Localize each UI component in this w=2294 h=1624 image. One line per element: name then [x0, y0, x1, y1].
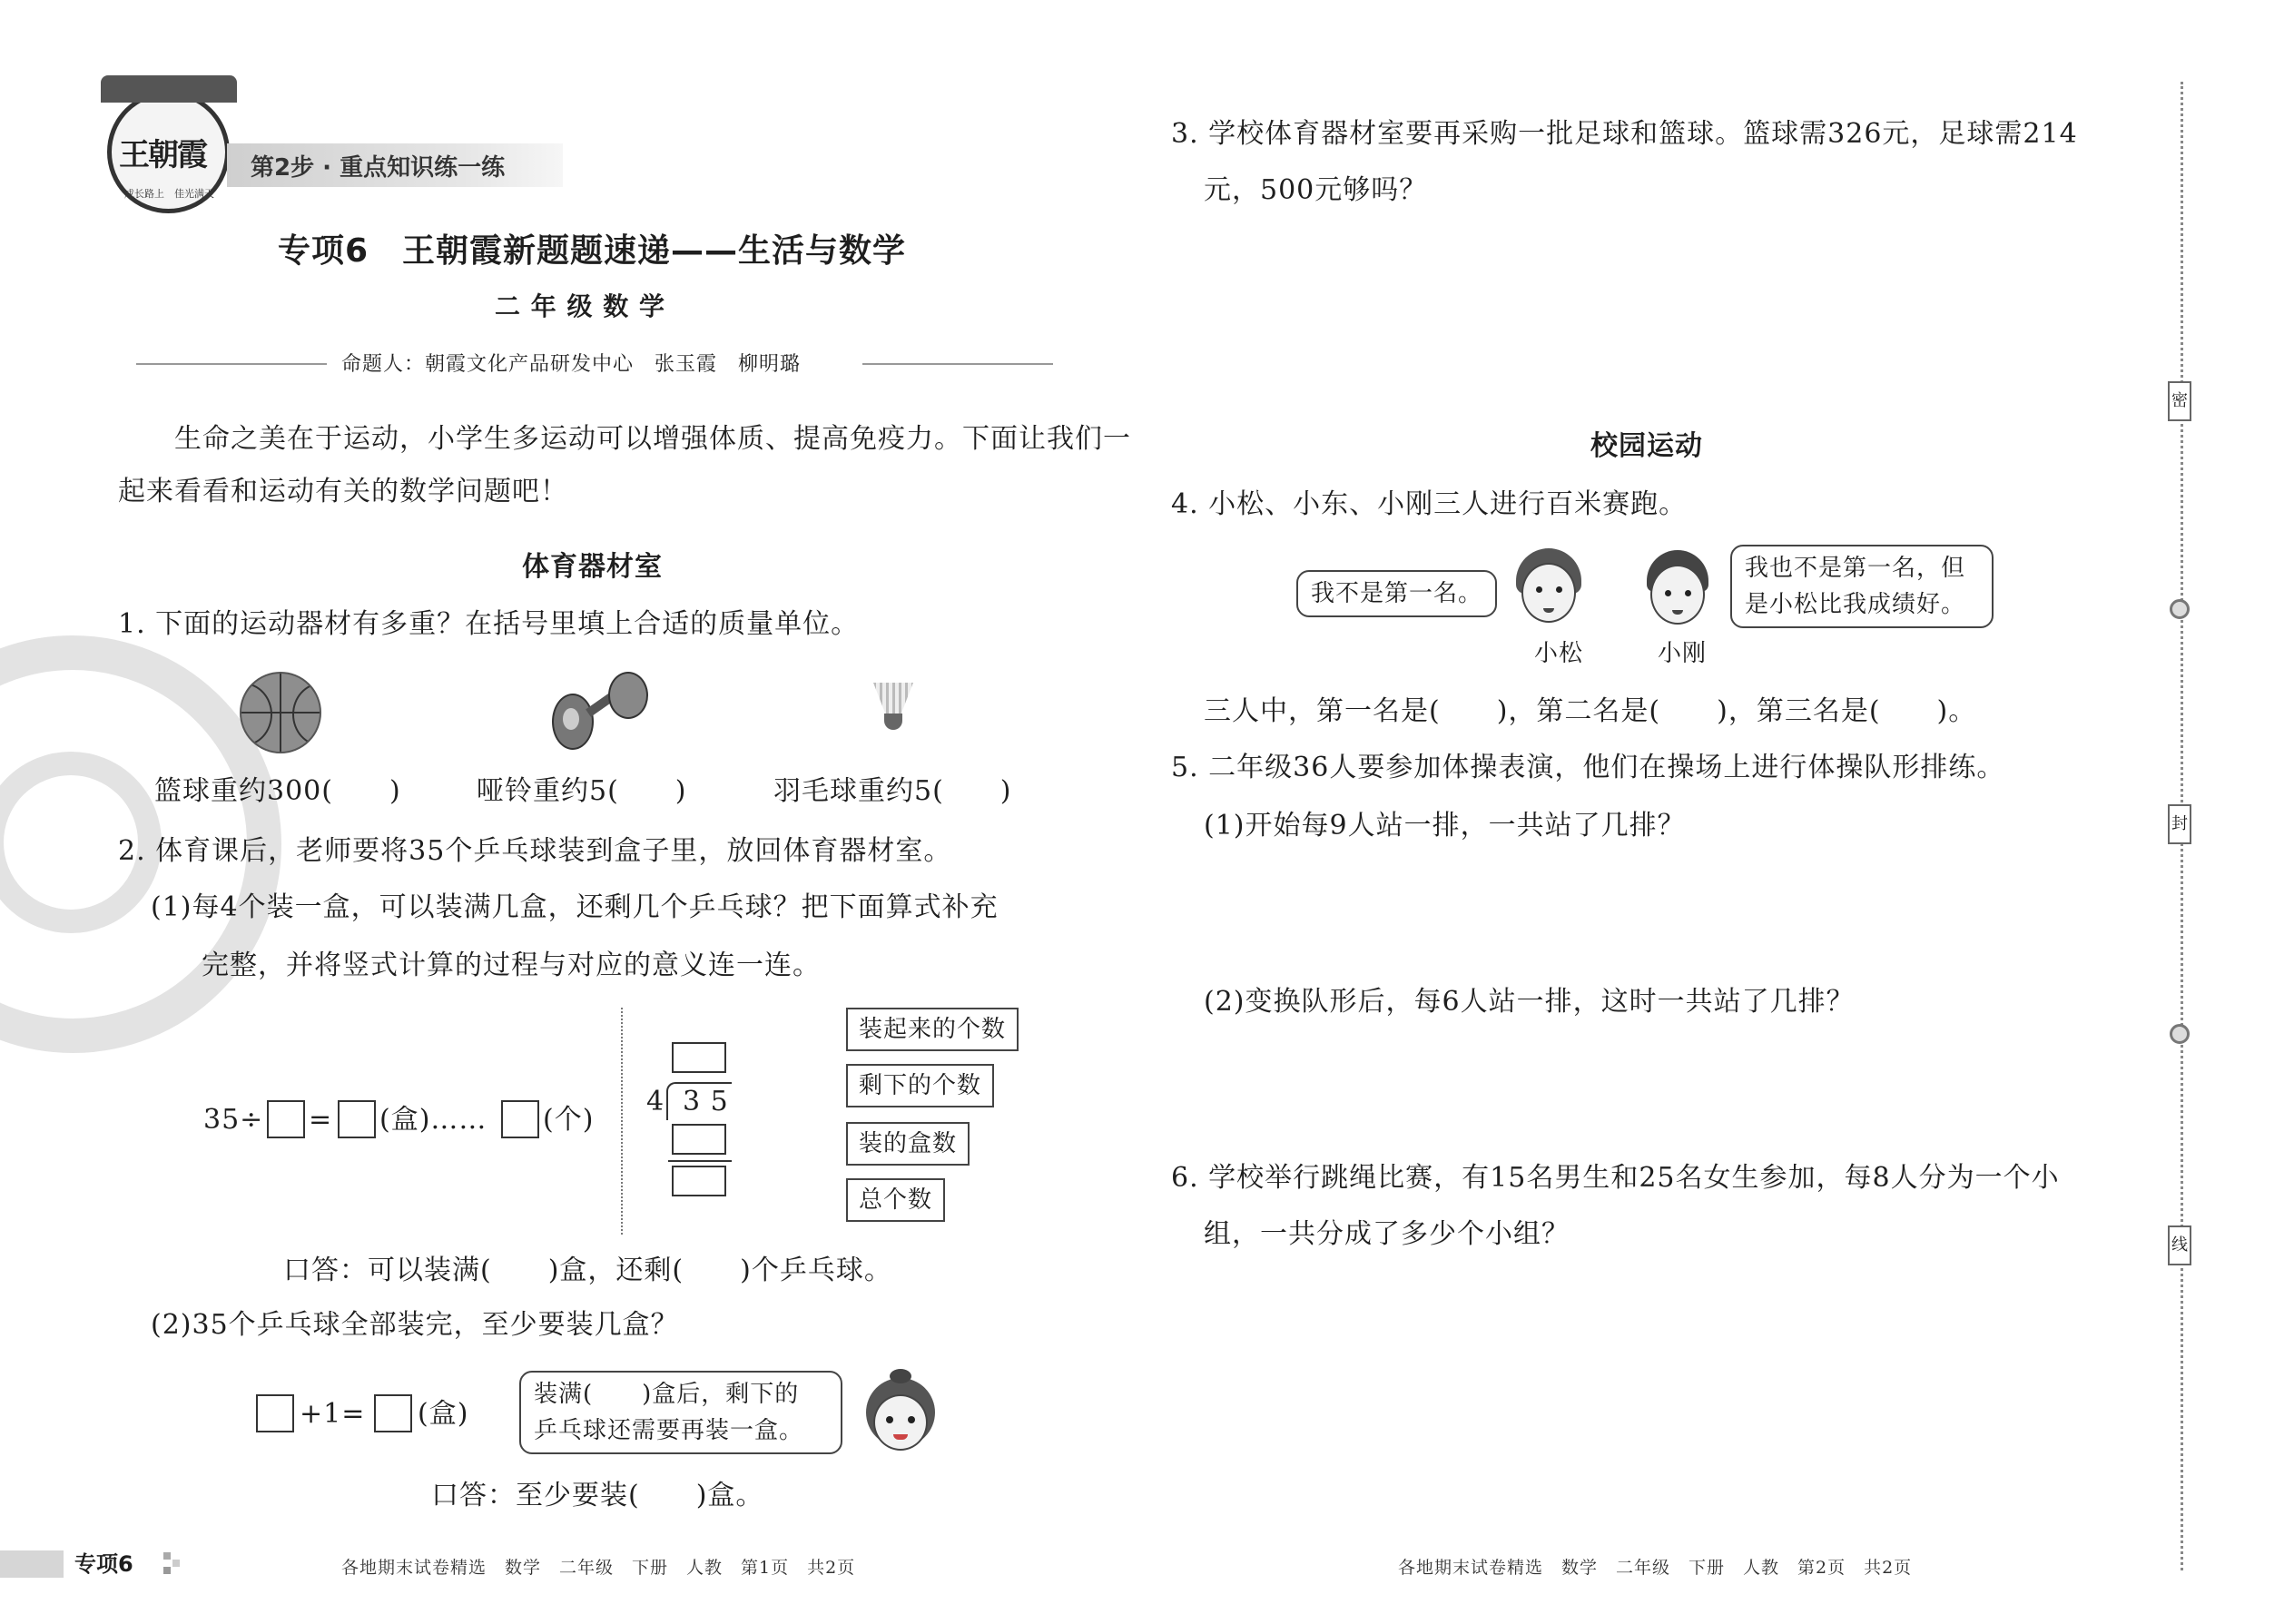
hint-bubble	[519, 1371, 842, 1454]
answer-box-full[interactable]	[256, 1394, 294, 1432]
division-quotient-box[interactable]	[672, 1042, 726, 1073]
eq2-plus-one: +1=	[300, 1398, 366, 1430]
girl-illustration	[859, 1369, 942, 1460]
q4-answer: 三人中，第一名是( )，第二名是( )，第三名是( )。	[1204, 695, 1977, 727]
eq-count-unit: (个)	[543, 1104, 595, 1136]
answer-box-quotient[interactable]	[267, 1100, 305, 1138]
q1-item-dumbbell: 哑铃重约5( )	[477, 775, 687, 807]
section-title-equipment: 体育器材室	[522, 551, 663, 583]
division-divisor: 4	[646, 1086, 665, 1117]
label-box-count[interactable]: 装的盒数	[846, 1122, 970, 1166]
q2-answer1: 口答：可以装满( )盒，还剩( )个乒乓球。	[283, 1255, 892, 1286]
author-rule-left	[136, 363, 327, 365]
basketball-icon	[240, 672, 321, 753]
footer-tag-bar	[0, 1550, 64, 1578]
footer-tag-squares	[163, 1552, 182, 1576]
authors: 命题人：朝霞文化产品研发中心 张玉霞 柳明璐	[341, 353, 802, 376]
logo	[107, 91, 230, 213]
page-subtitle: 二 年 级 数 学	[495, 291, 665, 321]
author-rule-right	[862, 363, 1053, 365]
q2-text: 2. 体育课后，老师要将35个乒乓球装到盒子里，放回体育器材室。	[118, 835, 952, 867]
footer-tag: 专项6	[74, 1551, 133, 1577]
logo-sub: 成长路上 佳光满天	[124, 188, 214, 200]
division-dividend: 3 5	[683, 1086, 729, 1117]
q2-answer2: 口答：至少要装( )盒。	[431, 1480, 764, 1511]
banner-text: 第2步 · 重点知识练一练	[251, 154, 506, 182]
division-remainder-box[interactable]	[672, 1166, 726, 1196]
q5-part1: (1)开始每9人站一排，一共站了几排？	[1204, 810, 1686, 842]
q1-item-shuttlecock: 羽毛球重约5( )	[773, 775, 1012, 807]
eq2-unit: (盒)	[418, 1398, 469, 1430]
footer-left: 各地期末试卷精选 数学 二年级 下册 人教 第1页 共2页	[341, 1558, 856, 1578]
footer-right: 各地期末试卷精选 数学 二年级 下册 人教 第2页 共2页	[1398, 1558, 1913, 1578]
name-xiaogang: 小刚	[1658, 640, 1708, 667]
logo-text: 王朝霞	[119, 137, 206, 173]
hint-line2: 乒乓球还需要再装一盒。	[534, 1417, 804, 1444]
division-rule	[668, 1160, 732, 1162]
bubble-xiaosong: 我不是第一名。	[1296, 570, 1497, 617]
dumbbell-icon	[552, 670, 646, 752]
q3-line2: 元，500元够吗？	[1204, 174, 1428, 206]
binding-mark-seal2: 封	[2168, 804, 2191, 844]
q2-part2: (2)35个乒乓球全部装完，至少要装几盒？	[151, 1309, 679, 1341]
q5-part2: (2)变换队形后，每6人站一排，这时一共站了几排？	[1204, 986, 1855, 1018]
binding-mark-seal: 密	[2168, 381, 2191, 421]
hint-line1: 装满( )盒后，剩下的	[534, 1381, 800, 1408]
intro-line2: 起来看看和运动有关的数学问题吧！	[118, 476, 568, 507]
q4-text: 4. 小松、小东、小刚三人进行百米赛跑。	[1171, 488, 1688, 520]
division-product-box[interactable]	[672, 1124, 726, 1155]
binding-hole-1	[2170, 599, 2190, 619]
q1-item-basketball: 篮球重约300( )	[154, 775, 401, 807]
eq-equals: =	[309, 1104, 333, 1136]
boy-xiaosong-illustration	[1512, 545, 1585, 632]
intro-line1: 生命之美在于运动，小学生多运动可以增强体质、提高免疫力。下面让我们一	[174, 423, 1131, 455]
name-xiaosong: 小松	[1534, 640, 1584, 667]
q3-line1: 3. 学校体育器材室要再采购一批足球和篮球。篮球需326元，足球需214	[1171, 118, 2078, 150]
shuttlecock-icon	[871, 683, 917, 737]
boy-xiaogang-illustration	[1641, 548, 1714, 635]
q1-text: 1. 下面的运动器材有多重？在括号里填上合适的质量单位。	[118, 608, 860, 640]
bubble-xiaogang-line2: 是小松比我成绩好。	[1745, 591, 1966, 618]
bubble-xiaogang	[1730, 545, 1994, 628]
q6-line2: 组，一共分成了多少个小组？	[1204, 1218, 1570, 1250]
eq-35-div: 35÷	[203, 1104, 264, 1136]
banner	[227, 143, 563, 187]
page-title: 专项6 王朝霞新题题速递——生活与数学	[278, 232, 907, 270]
label-remaining-count[interactable]: 剩下的个数	[846, 1064, 994, 1107]
binding-hole-2	[2170, 1024, 2190, 1044]
bubble-xiaogang-line1: 我也不是第一名，但	[1745, 555, 1966, 582]
eq-boxes-unit: (盒)……	[379, 1104, 487, 1136]
section-title-sports: 校园运动	[1590, 430, 1703, 462]
binding-mark-line: 线	[2168, 1225, 2191, 1265]
divider-dotted	[621, 1008, 623, 1235]
label-packed-count[interactable]: 装起来的个数	[846, 1008, 1019, 1051]
answer-box-total-boxes[interactable]	[374, 1394, 412, 1432]
label-total-count[interactable]: 总个数	[846, 1178, 945, 1222]
q5-text: 5. 二年级36人要参加体操表演，他们在操场上进行体操队形排练。	[1171, 752, 2005, 783]
answer-box-remainder[interactable]	[501, 1100, 539, 1138]
q6-line1: 6. 学校举行跳绳比赛，有15名男生和25名女生参加，每8人分为一个小	[1171, 1162, 2060, 1194]
q2-part1-line2: 完整，并将竖式计算的过程与对应的意义连一连。	[202, 950, 821, 981]
answer-box-boxes[interactable]	[338, 1100, 376, 1138]
q2-part1-line1: (1)每4个装一盒，可以装满几盒，还剩几个乒乓球？把下面算式补充	[151, 891, 999, 923]
